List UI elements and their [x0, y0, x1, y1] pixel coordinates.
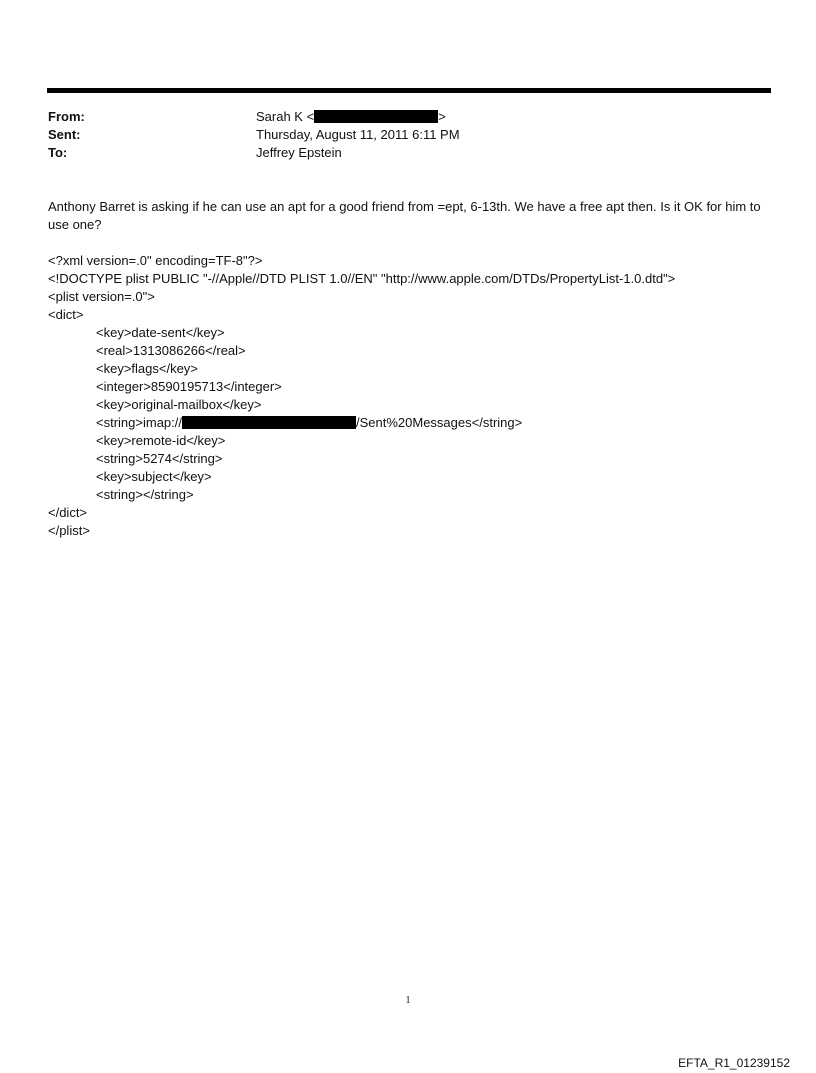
- to-row: [48, 144, 460, 162]
- from-label: From:: [48, 109, 85, 124]
- sent-value: Thursday, August 11, 2011 6:11 PM: [256, 127, 460, 142]
- key-flags: <key>flags</key>: [96, 361, 198, 376]
- email-header: [48, 108, 460, 162]
- xml-declaration: <?xml version=.0" encoding=TF-8"?>: [48, 253, 263, 268]
- doctype-line: <!DOCTYPE plist PUBLIC "-//Apple//DTD PLIST 1.0//EN" "http://www.apple.com/DTDs/PropertyList-1.0.dtd">: [48, 271, 676, 286]
- redaction-box: [314, 110, 438, 123]
- header-rule: [47, 88, 771, 93]
- to-value: Jeffrey Epstein: [256, 145, 342, 160]
- mailbox-post: /Sent%20Messages</string>: [356, 415, 523, 430]
- from-value-pre: Sarah K <: [256, 109, 315, 124]
- remote-id-value: <string>5274</string>: [96, 451, 223, 466]
- from-value: [256, 108, 446, 126]
- subject-value: <string></string>: [96, 487, 194, 502]
- sent-row: [48, 126, 460, 144]
- plist-open: <plist version=.0">: [48, 289, 155, 304]
- from-row: [48, 108, 460, 126]
- mailbox-string: [48, 414, 772, 432]
- key-original-mailbox: <key>original-mailbox</key>: [96, 397, 262, 412]
- key-date-sent: <key>date-sent</key>: [96, 325, 225, 340]
- key-remote-id: <key>remote-id</key>: [96, 433, 226, 448]
- sent-label: Sent:: [48, 127, 81, 142]
- plist-close: </plist>: [48, 523, 90, 538]
- key-subject: <key>subject</key>: [96, 469, 212, 484]
- redaction-box: [182, 416, 356, 429]
- real-value: <real>1313086266</real>: [96, 343, 246, 358]
- message-paragraph: Anthony Barret is asking if he can use an apt for a good friend from =ept, 6-13th. We have a free apt then. Is it OK for him to use one?: [48, 199, 761, 232]
- integer-value: <integer>8590195713</integer>: [96, 379, 282, 394]
- to-label: To:: [48, 145, 68, 160]
- bates-number: EFTA_R1_01239152: [678, 1056, 790, 1070]
- from-value-post: >: [438, 109, 446, 124]
- dict-close: </dict>: [48, 505, 88, 520]
- message-body: [48, 198, 772, 540]
- plist-code: [48, 252, 772, 540]
- mailbox-pre: <string>imap://: [96, 415, 182, 430]
- dict-open: <dict>: [48, 307, 84, 322]
- page-number: 1: [405, 995, 411, 1006]
